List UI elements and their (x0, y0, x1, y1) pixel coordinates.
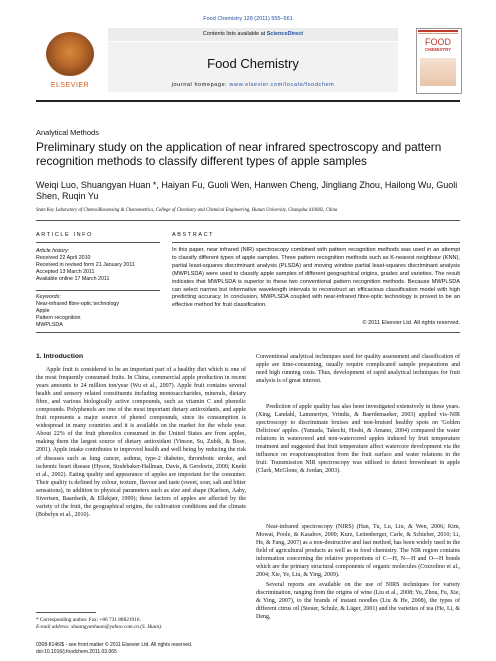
keywords-divider (36, 290, 160, 291)
author-list: Weiqi Luo, Shuangyan Huan *, Haiyan Fu, Guoli Wen, Hanwen Cheng, Jingliang Zhou, Hailong Wu, Guoli Shen, Ruqin Yu (36, 180, 458, 201)
article-title: Preliminary study on the application of near infrared spectroscopy and pattern recognition methods to classify different types of apple samples (36, 140, 442, 168)
keyword-item: MWPLSDA (36, 322, 63, 328)
footnote-divider (36, 612, 96, 613)
history-accepted: Accepted 13 March 2011 (36, 269, 95, 275)
article-history (36, 248, 160, 283)
section-type: Analytical Methods (36, 128, 99, 137)
contents-line (108, 31, 398, 37)
intro-paragraph-2: Conventional analytical techniques used for quality assessment and classification of apple are time-consuming, usually require complicated sample preparations and need high running costs. Thus, development of rapid analytical techniques for fruit analysis is of great interest. (256, 354, 460, 385)
homepage-link[interactable]: www.elsevier.com/locate/foodchem (229, 82, 335, 88)
intro-paragraph-1: Apple fruit is considered to be an important part of a healthy diet which is one of the most frequently consumed fruits. In China, commercial apple production in recent years amounts to 24 million ton/year (Wu et al., 2007). Apple fruit contains several health and sensory related constituents including monosaccharides, minerals, dietary fibre, and various biologically active compounds, such as vitamin C and phenolic compounds. Polyphenols are one of the most important dietary antioxidants, and apple fruit represents a major source of phenol compounds, since its consumption is widespread in many countries and it is available on the market for the whole year. About 22% of the fruit phenolics consumed in the United States are from apples, making them the largest source of dietary antioxidant (Vinson, Su, Zubik, & Bose, 2001). Apple intake contributes to improved health and well being by reducing the risk of diseases such as lung cancer, asthma, type-2 diabetes, thrombotic stroke, and ischemic heart disease (Hyson, Studebaker-Hallman, Davis, & Gershwin, 2000; Knekt et al., 2002). Eating quality and appearance of apples are important for the consumer. Their quality is defined by colour, texture, flavour and taste (sweet, sour, salt and bitter sensations), in addition to physical parameters such as size and shape (Karlsen, Aaby, Sivertsen, Baardseth, & Ellekjær, 1999); these factors of apples are affected by the variety of the fruit, the geographical origins, the cultivation conditions and the climate (Bobelyn et al., 2010). (36, 367, 246, 518)
keyword-item: Near-infrared fibre-optic technology (36, 301, 120, 307)
journal-title: Food Chemistry (207, 56, 299, 71)
sciencedirect-link[interactable]: ScienceDirect (266, 31, 304, 37)
title-divider (36, 220, 460, 221)
footnote-fax: * Corresponding author. Fax: +86 731 88821916. (36, 617, 141, 623)
footer-doi[interactable]: doi:10.1016/j.foodchem.2011.03.065 (36, 648, 117, 655)
article-info-heading: ARTICLE INFO (36, 232, 93, 238)
history-revised: Received in revised form 21 January 2011 (36, 262, 135, 268)
keyword-item: Pattern recognition (36, 315, 81, 321)
cover-title-food: FOOD (425, 37, 451, 47)
footer-issn: 0308-8146/$ - see front matter © 2011 Elsevier Ltd. All rights reserved. (36, 642, 193, 648)
homepage-prefix: journal homepage: (171, 82, 228, 88)
page-footer (36, 642, 296, 655)
journal-homepage (108, 82, 398, 88)
article-info-divider (36, 242, 160, 243)
intro-paragraph-4: Near-infrared spectroscopy (NIRS) (Han, Tu, Lu, Liu, & Wen, 2006; Kim, Mowat, Poole, & Kasabov, 2000; Kurz, Leitenberger, Carle, & Schieber, 2010; Li, He, & Fang, 2007) as a non-destructive and fast method, has been widely used in the field of agricultural products as well as in food chemistry. The NIR region contains information concerning the relative proportions of C—H, N—H and O—H bonds which are the primary structural components of organic molecules (Cozzolino et al., 2004; Xie, Ye, Liu, & Ying, 2009). (256, 524, 460, 579)
abstract-end-divider (36, 332, 460, 333)
abstract-text: In this paper, near infrared (NIR) spectroscopy combined with pattern recognition methods was used in an attempt to classify different types of apple samples. Three pattern recognition methods such as K-nearest neighbour (KNN), partial least-squares discriminant analysis (PLSDA) and moving window partial least-squares discriminant analysis (MWPLSDA) were used to classify apple samples of different geographical origins, grades and varieties. The result indicates that MWPLSDA is superior to these two conventional pattern recognition methods. Because MWPLSDA can select narrow but informative wavelength intervals to reconstruct an efficacious classification model with high predicting accuracy. In conclusion, MWPLSDA coupled with near-infrared fibre-optic technology is proved to be an effective method for fruit classification. (172, 247, 460, 309)
affiliation: State Key Laboratory of Chemo/Biosensing & Chemometrics, College of Chemistry and Chemical Engineering, Hunan University, Changsha 410082, China (36, 208, 338, 213)
publisher-logo-text: ELSEVIER (50, 82, 90, 89)
elsevier-tree-logo-icon (46, 32, 94, 76)
intro-paragraph-5: Several reports are available on the use of NIRS techniques for variety discrimination, ranging from the origins of wine (Liu et al., 2008; Yu, Zhou, Fu, Xie, & Ying, 2007), to the brands of instant noodles (Liu & He, 2008), the types of different citrus oil (Steuer, Schulz, & Läger, 2001) and the varieties of tea (He, Li, & Deng, (256, 582, 460, 621)
journal-reference: Food Chemistry 128 (2011) 555–561 (203, 16, 293, 22)
cover-stripe-icon (418, 30, 458, 36)
introduction-heading: 1. Introduction (36, 353, 84, 360)
abstract-divider (172, 242, 460, 243)
header-divider (36, 100, 460, 102)
copyright-notice: © 2011 Elsevier Ltd. All rights reserved. (362, 320, 460, 326)
cover-artwork (420, 58, 456, 86)
keyword-item: Apple (36, 308, 50, 314)
corresponding-author-footnote (36, 617, 246, 631)
contents-prefix: Contents lists available at (202, 31, 266, 37)
cover-title-chemistry: CHEMISTRY (424, 47, 452, 52)
history-received: Received 22 April 2010 (36, 255, 91, 261)
footnote-email: E-mail address: shuangyanhuan@yahoo.com.cn (S. Huan). (36, 624, 163, 630)
keywords (36, 294, 160, 329)
intro-paragraph-3: Prediction of apple quality has also been investigated extensively in these years. (Xing, Landahl, Lammertyn, Vrindts, & Baerdemaeker, 2003) applied vis–NIR spectroscopy to discriminate bruises and non-bruised healthy spots on 'Golden Delicious' apples. (Yamada, Takechi, Hoshi, & Amano, 2004) compared the water relations in watercored and non-watercored apples induced by fruit temperature treatment and suggested that fruit temperature affect watercore development via the influence on evapotranspiration from the fruit surface and water relations in the fruit. Transmission NIR spectroscopy was utilised to detect brownheart in apple (Clark, McGlone, & Jordan, 2003). (256, 404, 460, 475)
keywords-label: Keywords: (36, 294, 61, 300)
abstract-heading: ABSTRACT (172, 232, 215, 238)
history-label: Article history: (36, 248, 70, 254)
history-online: Available online 17 March 2011 (36, 276, 110, 282)
